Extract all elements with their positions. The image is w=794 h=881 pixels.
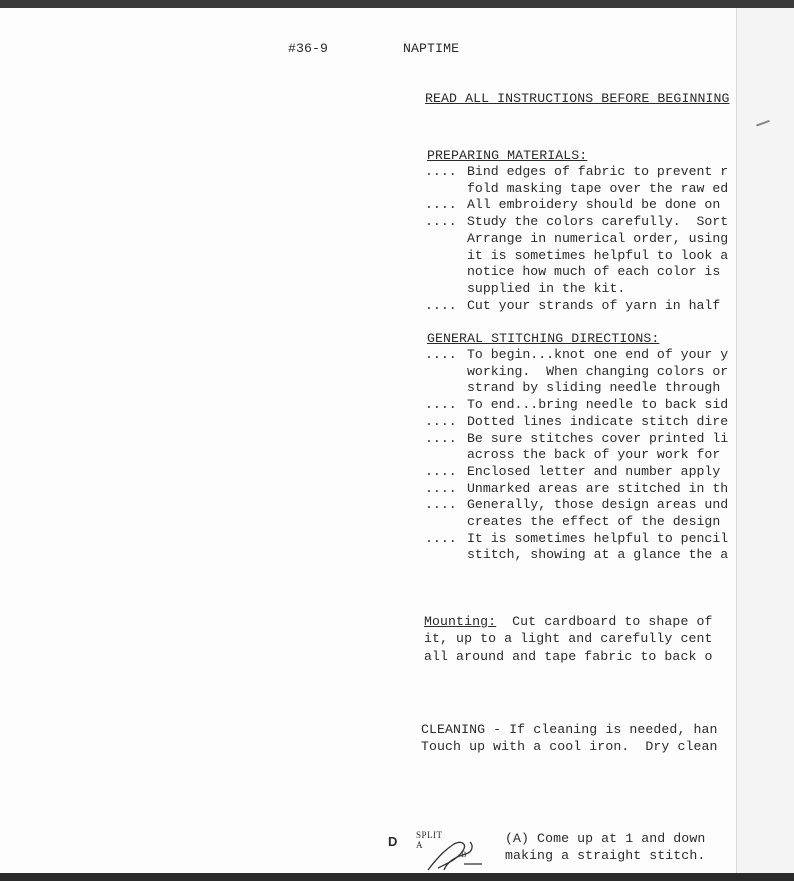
preparing-line: it is sometimes helpful to look a	[467, 247, 729, 263]
bullet-dots: ....	[425, 480, 457, 496]
pattern-title: NAPTIME	[403, 41, 460, 56]
preparing-line: Cut your strands of yarn in half	[467, 297, 721, 313]
bullet-dots: ....	[425, 297, 457, 313]
label-b: B	[461, 850, 467, 859]
general-line: Be sure stitches cover printed li	[467, 430, 729, 446]
stitch-line-1: (A) Come up at 1 and down	[505, 831, 706, 846]
general-line: It is sometimes helpful to pencil	[467, 530, 729, 546]
scan-bottom-border	[0, 873, 794, 881]
mounting-line-2: it, up to a light and carefully cent	[424, 631, 713, 646]
bullet-dots: ....	[425, 397, 457, 413]
bullet-dots: ....	[425, 463, 457, 479]
general-line: working. When changing colors or	[467, 363, 729, 379]
general-line: across the back of your work for	[467, 447, 721, 463]
label-a: A	[416, 840, 423, 850]
scanner-margin	[736, 8, 794, 873]
bullet-dots: ....	[425, 430, 457, 446]
general-line: Dotted lines indicate stitch dire	[467, 413, 729, 429]
scan-top-border	[0, 0, 794, 8]
stitch-letter: D	[388, 834, 398, 849]
stitch-name: SPLIT A	[416, 830, 443, 850]
general-line: creates the effect of the design	[467, 514, 721, 529]
bullet-dots: ....	[425, 497, 457, 513]
cleaning-line-2: Touch up with a cool iron. Dry clean	[421, 739, 718, 754]
bullet-dots: ....	[425, 347, 457, 362]
mounting-line-3: all around and tape fabric to back o	[424, 649, 713, 664]
general-line: Unmarked areas are stitched in th	[467, 480, 729, 496]
general-line: Enclosed letter and number apply	[467, 463, 721, 479]
preparing-line: All embroidery should be done on	[467, 197, 721, 213]
preparing-line: fold masking tape over the raw ed	[467, 180, 729, 196]
preparing-line: Bind edges of fabric to prevent r	[467, 164, 729, 179]
mounting-label: Mounting:	[424, 614, 497, 629]
bullet-dots: ....	[425, 197, 457, 213]
preparing-line: supplied in the kit.	[467, 280, 626, 296]
pattern-code: #36-9	[288, 41, 329, 56]
preparing-heading: PREPARING MATERIALS:	[427, 148, 588, 163]
bullet-dots: ....	[425, 214, 457, 230]
stitch-line-2: making a straight stitch.	[505, 848, 706, 863]
general-line: To begin...knot one end of your y	[467, 347, 729, 362]
intro-instruction: READ ALL INSTRUCTIONS BEFORE BEGINNING	[425, 91, 730, 106]
bullet-dots: ....	[425, 164, 457, 179]
cleaning-line-1: CLEANING - If cleaning is needed, han	[421, 722, 718, 737]
general-line: Generally, those design areas und	[467, 497, 729, 513]
general-line: stitch, showing at a glance the a	[467, 547, 729, 563]
bullet-dots: ....	[425, 413, 457, 429]
general-line: To end...bring needle to back sid	[467, 397, 729, 413]
general-heading: GENERAL STITCHING DIRECTIONS:	[427, 331, 660, 346]
general-line: strand by sliding needle through	[467, 380, 721, 396]
bullet-dots: ....	[425, 530, 457, 546]
mounting-paragraph	[424, 614, 713, 630]
preparing-line: Study the colors carefully. Sort	[467, 214, 729, 230]
preparing-line: Arrange in numerical order, using	[467, 230, 729, 246]
mounting-line-1: Cut cardboard to shape of	[496, 614, 713, 629]
preparing-line: notice how much of each color is	[467, 264, 721, 280]
